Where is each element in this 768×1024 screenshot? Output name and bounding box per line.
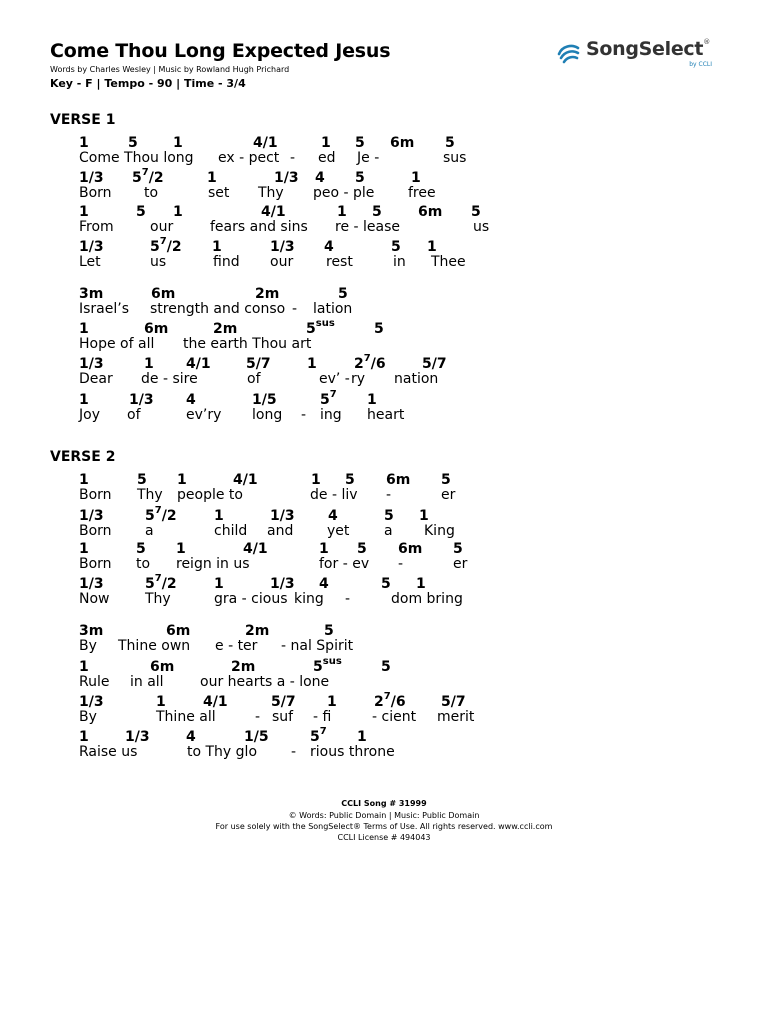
chord: 1/3 xyxy=(79,576,104,592)
lyric: - xyxy=(292,301,298,317)
lyric: yet xyxy=(327,523,350,539)
chord: 4/1 xyxy=(203,694,228,710)
lyric: child xyxy=(214,523,248,539)
chord: $5^7/2$ xyxy=(145,573,177,592)
chord: 5 xyxy=(441,472,451,488)
ccli-byline: by CCLI xyxy=(689,61,712,68)
chord-lyric-row xyxy=(0,691,768,728)
lyric: merit xyxy=(437,709,475,725)
chord: 1 xyxy=(79,204,89,220)
chord: 4 xyxy=(328,508,338,524)
chord: 4 xyxy=(315,170,325,186)
chord-lyric-row xyxy=(0,135,768,169)
chord: 1/3 xyxy=(79,356,104,372)
terms-of-use-line: For use solely with the SongSelect® Terms of Use. All rights reserved. www.ccli.com xyxy=(215,822,553,831)
lyric: ev’ - xyxy=(319,371,350,387)
chord: 1/3 xyxy=(79,170,104,186)
chord: 6m xyxy=(390,135,415,151)
chord-lyric-row xyxy=(0,236,768,273)
chord: $5^7/2$ xyxy=(132,167,164,186)
lyric: Rule xyxy=(79,674,110,690)
lyric: rest xyxy=(326,254,353,270)
chord: 1 xyxy=(321,135,331,151)
chord: 5 xyxy=(384,508,394,524)
lyric: fears and sins xyxy=(210,219,308,235)
chord: 5 xyxy=(345,472,355,488)
lyric: de - liv xyxy=(310,487,358,503)
lyric: of xyxy=(127,407,141,423)
chord: 2m xyxy=(231,659,256,675)
chord: 5 xyxy=(471,204,481,220)
chord: 1 xyxy=(214,508,224,524)
lyric: er xyxy=(441,487,456,503)
chord-lyric-row xyxy=(0,472,768,506)
chord: 5 xyxy=(128,135,138,151)
lyric: Born xyxy=(79,185,112,201)
chord: 1/3 xyxy=(79,508,104,524)
lyric: - xyxy=(290,150,296,166)
lyric: ex - pect xyxy=(218,150,280,166)
key-tempo-time: Key - F | Tempo - 90 | Time - 3/4 xyxy=(50,77,246,90)
chord: 5/7 xyxy=(246,356,271,372)
chord-lyric-row xyxy=(0,167,768,204)
chord: 1 xyxy=(79,472,89,488)
chord: 2m xyxy=(245,623,270,639)
chord-lyric-row xyxy=(0,573,768,610)
chord: $5^7$ xyxy=(310,726,327,745)
lyric: set xyxy=(208,185,230,201)
chord: 4/1 xyxy=(253,135,278,151)
chord: 1 xyxy=(367,392,377,408)
chord: 5 xyxy=(374,321,384,337)
lyric: Israel’s xyxy=(79,301,130,317)
lyric: Born xyxy=(79,556,112,572)
song-credits: Words by Charles Wesley | Music by Rowland Hugh Prichard xyxy=(50,65,290,74)
chord: 1/3 xyxy=(270,508,295,524)
lyric: - fi xyxy=(313,709,332,725)
lyric: us xyxy=(150,254,167,270)
lyric: ev’ry xyxy=(186,407,222,423)
chord: 1 xyxy=(144,356,154,372)
chord: 5 xyxy=(136,541,146,557)
lyric: peo - ple xyxy=(313,185,375,201)
chord: $5^{sus}$ xyxy=(306,318,335,337)
chord: 4/1 xyxy=(186,356,211,372)
lyric: Born xyxy=(79,487,112,503)
chord: 1 xyxy=(79,659,89,675)
song-title: Come Thou Long Expected Jesus xyxy=(50,40,391,62)
chord: $2^7/6$ xyxy=(354,353,386,372)
lyric: By xyxy=(79,638,97,654)
chord: 1/3 xyxy=(79,239,104,255)
songselect-logo-icon xyxy=(556,40,582,64)
lyric: King xyxy=(424,523,455,539)
chord-lyric-row xyxy=(0,656,768,693)
chord: 4/1 xyxy=(243,541,268,557)
chord: 5 xyxy=(338,286,348,302)
lyric: find xyxy=(213,254,240,270)
chord-lyric-row xyxy=(0,286,768,320)
lyric: Thine own xyxy=(118,638,191,654)
lyric: sus xyxy=(443,150,467,166)
lyric: strength and conso xyxy=(150,301,286,317)
lyric: reign in us xyxy=(176,556,250,572)
chord: 1/3 xyxy=(274,170,299,186)
chord: 5 xyxy=(381,659,391,675)
chord: 1 xyxy=(311,472,321,488)
lyric: ing xyxy=(320,407,342,423)
chord: 1 xyxy=(177,472,187,488)
lyric: Thee xyxy=(431,254,466,270)
lyric: heart xyxy=(367,407,405,423)
chord: 4 xyxy=(186,729,196,745)
lyric: Thine all xyxy=(156,709,216,725)
chord: 1 xyxy=(357,729,367,745)
lyric: Hope of all xyxy=(79,336,155,352)
lyric: - nal Spirit xyxy=(281,638,354,654)
chord: 5 xyxy=(381,576,391,592)
chord: 6m xyxy=(151,286,176,302)
lyric: Let xyxy=(79,254,101,270)
lyric: free xyxy=(408,185,436,201)
lyric: to Thy glo xyxy=(187,744,258,760)
lyric: lation xyxy=(313,301,353,317)
chord: 1/3 xyxy=(270,239,295,255)
lyric: nation xyxy=(394,371,439,387)
lyric: ed xyxy=(318,150,336,166)
chord: 1 xyxy=(173,204,183,220)
chord: 5/7 xyxy=(271,694,296,710)
lyric: long xyxy=(252,407,283,423)
lyric: - xyxy=(255,709,261,725)
lyric: - xyxy=(345,591,351,607)
chord: 1 xyxy=(214,576,224,592)
lyric: Born xyxy=(79,523,112,539)
chord: 1/3 xyxy=(79,694,104,710)
lyric: a xyxy=(145,523,154,539)
chord: 4 xyxy=(319,576,329,592)
lyric: Now xyxy=(79,591,110,607)
lyric: in all xyxy=(130,674,164,690)
chord-lyric-row xyxy=(0,353,768,390)
lyric: By xyxy=(79,709,97,725)
ccli-license-line: CCLI License # 494043 xyxy=(337,833,431,842)
chord: 6m xyxy=(144,321,169,337)
chord: 5 xyxy=(445,135,455,151)
lyric: us xyxy=(473,219,490,235)
chord: 5 xyxy=(453,541,463,557)
lyric: and xyxy=(267,523,294,539)
lyric: Thy xyxy=(145,591,171,607)
chord-lyric-row xyxy=(0,389,768,426)
chord: 1 xyxy=(427,239,437,255)
chord: 1 xyxy=(319,541,329,557)
lyric: our hearts a - lone xyxy=(200,674,330,690)
lyric: king xyxy=(294,591,324,607)
ccli-song-number: CCLI Song # 31999 xyxy=(341,799,427,808)
chord: 1 xyxy=(307,356,317,372)
chord: 1 xyxy=(79,729,89,745)
lyric: our xyxy=(150,219,174,235)
lyric: to xyxy=(144,185,159,201)
chord: 6m xyxy=(150,659,175,675)
copyright-line: © Words: Public Domain | Music: Public Domain xyxy=(288,811,480,820)
lyric: of xyxy=(247,371,261,387)
chord: 6m xyxy=(386,472,411,488)
lyric: gra - cious xyxy=(214,591,288,607)
chord: 1 xyxy=(337,204,347,220)
chord: 2m xyxy=(213,321,238,337)
chord: 1 xyxy=(419,508,429,524)
lyric: er xyxy=(453,556,468,572)
chord: $5^7/2$ xyxy=(150,236,182,255)
lyric: re - lease xyxy=(335,219,401,235)
lyric: people to xyxy=(177,487,243,503)
chord: 1 xyxy=(79,135,89,151)
chord-lyric-row xyxy=(0,623,768,657)
chord: 1/5 xyxy=(252,392,277,408)
chord: 5/7 xyxy=(441,694,466,710)
lyric: - xyxy=(291,744,297,760)
lyric: Thy xyxy=(137,487,163,503)
chord: 3m xyxy=(79,286,104,302)
chord: 2m xyxy=(255,286,280,302)
chord-lyric-row xyxy=(0,726,768,763)
lyric: e - ter xyxy=(215,638,258,654)
chord: 4/1 xyxy=(261,204,286,220)
songselect-logo-wordmark: SongSelect® xyxy=(586,38,710,60)
chord: 1/3 xyxy=(270,576,295,592)
lyric: Raise us xyxy=(79,744,138,760)
chord: 1 xyxy=(327,694,337,710)
chord: 1 xyxy=(79,321,89,337)
chord-lyric-row xyxy=(0,318,768,355)
chord: 3m xyxy=(79,623,104,639)
chord: 6m xyxy=(166,623,191,639)
chord: 4/1 xyxy=(233,472,258,488)
lyric: Joy xyxy=(79,407,100,423)
lyric: to xyxy=(136,556,151,572)
chord: 5 xyxy=(391,239,401,255)
chord: $5^7/2$ xyxy=(145,505,177,524)
chord: 1/5 xyxy=(244,729,269,745)
chord: 1 xyxy=(173,135,183,151)
lyric: ry xyxy=(351,371,366,387)
lyric: dom bring xyxy=(391,591,463,607)
chord: 1/3 xyxy=(125,729,150,745)
chord: 5 xyxy=(372,204,382,220)
chord: 4 xyxy=(186,392,196,408)
chord: 1 xyxy=(156,694,166,710)
chord: 5 xyxy=(324,623,334,639)
chord: 1 xyxy=(207,170,217,186)
lyric: From xyxy=(79,219,114,235)
chord: 1/3 xyxy=(129,392,154,408)
chord: 6m xyxy=(398,541,423,557)
section-label: VERSE 2 xyxy=(50,449,116,465)
lyric: our xyxy=(270,254,294,270)
lyric: - xyxy=(386,487,392,503)
chord: 5 xyxy=(355,170,365,186)
lyric: suf xyxy=(272,709,294,725)
chord: 5 xyxy=(136,204,146,220)
lyric: de - sire xyxy=(141,371,198,387)
lyric: - xyxy=(301,407,307,423)
chord: 1 xyxy=(79,392,89,408)
lyric: Thy xyxy=(258,185,284,201)
chord-lyric-row xyxy=(0,541,768,575)
lyric: - xyxy=(398,556,404,572)
chord-lyric-row xyxy=(0,505,768,542)
section-label: VERSE 1 xyxy=(50,112,116,128)
chord: $2^7/6$ xyxy=(374,691,406,710)
lyric: in xyxy=(393,254,406,270)
chord: 5 xyxy=(357,541,367,557)
chord: 1 xyxy=(79,541,89,557)
chord: 4 xyxy=(324,239,334,255)
chord: $5^7$ xyxy=(320,389,337,408)
chord-lyric-row xyxy=(0,204,768,238)
lyric: - cient xyxy=(372,709,417,725)
chord: 6m xyxy=(418,204,443,220)
lyric: rious throne xyxy=(310,744,395,760)
chord: 1 xyxy=(176,541,186,557)
chord: 5 xyxy=(137,472,147,488)
lyric: for - ev xyxy=(319,556,370,572)
lyric: a xyxy=(384,523,393,539)
chord: 1 xyxy=(212,239,222,255)
songselect-logo xyxy=(556,38,726,74)
chord: 1 xyxy=(416,576,426,592)
lyric: Come Thou long xyxy=(79,150,194,166)
lyric: Je - xyxy=(357,150,380,166)
chord: 1 xyxy=(411,170,421,186)
lyric: the earth Thou art xyxy=(183,336,312,352)
lyric: Dear xyxy=(79,371,113,387)
chord: 5/7 xyxy=(422,356,447,372)
chord: $5^{sus}$ xyxy=(313,656,342,675)
chord: 5 xyxy=(355,135,365,151)
